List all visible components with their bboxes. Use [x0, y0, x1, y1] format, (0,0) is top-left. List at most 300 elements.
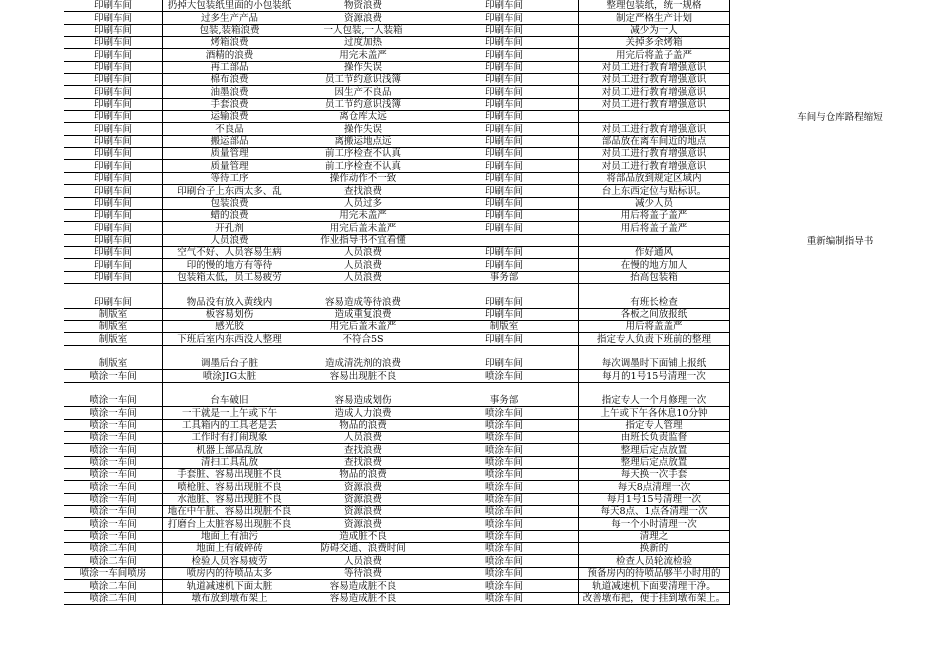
- department-cell[interactable]: 喷涂二车间: [64, 593, 162, 605]
- department-cell[interactable]: 印刷车间: [64, 160, 162, 172]
- responsible-cell[interactable]: 印刷车间: [430, 136, 578, 148]
- countermeasure-cell[interactable]: [578, 235, 730, 247]
- waste-type-cell[interactable]: 资源浪费: [296, 518, 430, 530]
- waste-type-cell[interactable]: 一人包装,一人装箱: [296, 25, 430, 37]
- department-cell[interactable]: 印刷车间: [64, 99, 162, 111]
- responsible-cell[interactable]: 印刷车间: [430, 210, 578, 222]
- remark-cell[interactable]: [730, 99, 950, 111]
- waste-type-cell[interactable]: 物资浪费: [296, 0, 430, 12]
- waste-type-cell[interactable]: 前工序检查不认真: [296, 148, 430, 160]
- responsible-cell[interactable]: 印刷车间: [430, 148, 578, 160]
- department-cell[interactable]: 印刷车间: [64, 185, 162, 197]
- department-cell[interactable]: 印刷车间: [64, 0, 162, 12]
- remark-cell[interactable]: [730, 432, 950, 444]
- department-cell[interactable]: 印刷车间: [64, 235, 162, 247]
- waste-type-cell[interactable]: 操作失误: [296, 62, 430, 74]
- problem-cell[interactable]: 酒精的浪费: [162, 49, 296, 61]
- problem-cell[interactable]: 机器上部品乱放: [162, 444, 296, 456]
- responsible-cell[interactable]: 印刷车间: [430, 284, 578, 309]
- countermeasure-cell[interactable]: 将部品放到规定区域内: [578, 173, 730, 185]
- problem-cell[interactable]: 包装浪费: [162, 198, 296, 210]
- responsible-cell[interactable]: 印刷车间: [430, 86, 578, 98]
- countermeasure-cell[interactable]: 对员工进行教育增强意识: [578, 160, 730, 172]
- remark-cell[interactable]: [730, 444, 950, 456]
- responsible-cell[interactable]: 印刷车间: [430, 74, 578, 86]
- department-cell[interactable]: 喷涂一车间: [64, 383, 162, 408]
- countermeasure-cell[interactable]: 对员工进行教育增强意识: [578, 74, 730, 86]
- remark-cell[interactable]: [730, 555, 950, 567]
- remark-cell[interactable]: [730, 284, 950, 309]
- countermeasure-cell[interactable]: 各板之间放报纸: [578, 309, 730, 321]
- problem-cell[interactable]: 感光胶: [162, 321, 296, 333]
- remark-cell[interactable]: [730, 481, 950, 493]
- countermeasure-cell[interactable]: 指定专人负责下班前的整理: [578, 333, 730, 345]
- problem-cell[interactable]: 手套脏、容易出现脏不良: [162, 469, 296, 481]
- department-cell[interactable]: 印刷车间: [64, 198, 162, 210]
- remark-cell[interactable]: [730, 457, 950, 469]
- responsible-cell[interactable]: 印刷车间: [430, 346, 578, 371]
- table-row: [0, 346, 950, 371]
- department-cell[interactable]: 喷涂一车间: [64, 407, 162, 419]
- responsible-cell[interactable]: 喷涂车间: [430, 506, 578, 518]
- table-row: [0, 222, 950, 234]
- department-cell[interactable]: 印刷车间: [64, 272, 162, 284]
- countermeasure-cell[interactable]: 改善墩布把，便于挂到墩布架上。: [578, 593, 730, 605]
- problem-cell[interactable]: 空气不好、人员容易生病: [162, 247, 296, 259]
- responsible-cell[interactable]: 印刷车间: [430, 222, 578, 234]
- countermeasure-cell[interactable]: 每月1号15号清理一次: [578, 494, 730, 506]
- countermeasure-cell[interactable]: [578, 111, 730, 123]
- countermeasure-cell[interactable]: 检查人员轮流检验: [578, 555, 730, 567]
- responsible-cell[interactable]: 喷涂车间: [430, 518, 578, 530]
- waste-type-cell[interactable]: 查找浪费: [296, 444, 430, 456]
- remark-cell[interactable]: [730, 518, 950, 530]
- responsible-cell[interactable]: 印刷车间: [430, 37, 578, 49]
- department-cell[interactable]: 喷涂二车间: [64, 555, 162, 567]
- problem-cell[interactable]: 不良品: [162, 123, 296, 135]
- countermeasure-cell[interactable]: 指定专人一个月修理一次: [578, 383, 730, 408]
- waste-type-cell[interactable]: 容易造成脏不良: [296, 593, 430, 605]
- responsible-cell[interactable]: 喷涂车间: [430, 469, 578, 481]
- waste-type-cell[interactable]: 容易出现脏不良: [296, 370, 430, 382]
- waste-type-cell[interactable]: 员工节约意识浅簿: [296, 74, 430, 86]
- waste-type-cell[interactable]: 资源浪费: [296, 12, 430, 24]
- countermeasure-cell[interactable]: 部品放在离车间近的地点: [578, 136, 730, 148]
- waste-type-cell[interactable]: 离仓库太远: [296, 111, 430, 123]
- countermeasure-cell[interactable]: 预备房内的待喷品够半小时用的: [578, 568, 730, 580]
- problem-cell[interactable]: 工具箱内的工具老是丢: [162, 420, 296, 432]
- department-cell[interactable]: 印刷车间: [64, 222, 162, 234]
- problem-cell[interactable]: 喷枪脏、容易出现脏不良: [162, 481, 296, 493]
- remark-cell[interactable]: [730, 272, 950, 284]
- problem-cell[interactable]: 油墨浪费: [162, 86, 296, 98]
- remark-cell[interactable]: [730, 346, 950, 371]
- remark-cell[interactable]: [730, 568, 950, 580]
- waste-type-cell[interactable]: 物品的浪费: [296, 469, 430, 481]
- remark-cell[interactable]: [730, 593, 950, 605]
- remark-cell[interactable]: [730, 469, 950, 481]
- department-cell[interactable]: 印刷车间: [64, 49, 162, 61]
- table-row: [0, 580, 950, 592]
- waste-type-cell[interactable]: 前工序检查不认真: [296, 160, 430, 172]
- countermeasure-cell[interactable]: 在慢的地方加人: [578, 259, 730, 271]
- countermeasure-cell[interactable]: 台上东西定位与贴标识。: [578, 185, 730, 197]
- problem-cell[interactable]: 蜡的浪费: [162, 210, 296, 222]
- responsible-cell[interactable]: 印刷车间: [430, 49, 578, 61]
- department-cell[interactable]: 喷涂一车间: [64, 457, 162, 469]
- responsible-cell[interactable]: 制版室: [430, 321, 578, 333]
- table-row: [0, 247, 950, 259]
- table-row: [0, 49, 950, 61]
- remark-cell[interactable]: [730, 198, 950, 210]
- waste-type-cell[interactable]: 容易造成脏不良: [296, 580, 430, 592]
- countermeasure-cell[interactable]: 制定严格生产计划: [578, 12, 730, 24]
- countermeasure-cell[interactable]: 抬高包装箱: [578, 272, 730, 284]
- problem-cell[interactable]: 喷房内的待喷品太多: [162, 568, 296, 580]
- waste-type-cell[interactable]: 造成人力浪费: [296, 407, 430, 419]
- remark-cell[interactable]: [730, 185, 950, 197]
- responsible-cell[interactable]: 印刷车间: [430, 259, 578, 271]
- responsible-cell[interactable]: 喷涂车间: [430, 481, 578, 493]
- responsible-cell[interactable]: 印刷车间: [430, 160, 578, 172]
- department-cell[interactable]: 印刷车间: [64, 284, 162, 309]
- countermeasure-cell[interactable]: 对员工进行教育增强意识: [578, 62, 730, 74]
- problem-cell[interactable]: 喷涂JIG太脏: [162, 370, 296, 382]
- problem-cell[interactable]: 过多生产产品: [162, 12, 296, 24]
- problem-cell[interactable]: 打磨台上太脏容易出现脏不良: [162, 518, 296, 530]
- problem-cell[interactable]: 质量管理: [162, 148, 296, 160]
- remark-cell[interactable]: [730, 12, 950, 24]
- table-row: [0, 407, 950, 419]
- responsible-cell[interactable]: 喷涂车间: [430, 593, 578, 605]
- table-row: [0, 160, 950, 172]
- waste-type-cell[interactable]: 资源浪费: [296, 494, 430, 506]
- waste-type-cell[interactable]: 造成清洗剂的浪费: [296, 346, 430, 371]
- department-cell[interactable]: 印刷车间: [64, 259, 162, 271]
- countermeasure-cell[interactable]: 对员工进行教育增强意识: [578, 99, 730, 111]
- remark-cell[interactable]: [730, 148, 950, 160]
- remark-cell[interactable]: [730, 333, 950, 345]
- responsible-cell[interactable]: 印刷车间: [430, 198, 578, 210]
- problem-cell[interactable]: 包装,装箱浪费: [162, 25, 296, 37]
- remark-cell[interactable]: [730, 222, 950, 234]
- waste-type-cell[interactable]: 人员浪费: [296, 272, 430, 284]
- problem-cell[interactable]: 质量管理: [162, 160, 296, 172]
- responsible-cell[interactable]: 喷涂车间: [430, 432, 578, 444]
- problem-cell[interactable]: 轨道减速机下面太脏: [162, 580, 296, 592]
- problem-cell[interactable]: 墩布放到墩布架上: [162, 593, 296, 605]
- remark-cell[interactable]: [730, 259, 950, 271]
- remark-cell[interactable]: [730, 247, 950, 259]
- remark-cell[interactable]: [730, 37, 950, 49]
- waste-type-cell[interactable]: 查找浪费: [296, 457, 430, 469]
- responsible-cell[interactable]: 印刷车间: [430, 333, 578, 345]
- problem-cell[interactable]: 地在中午脏、容易出现脏不良: [162, 506, 296, 518]
- department-cell[interactable]: 喷涂二车间: [64, 580, 162, 592]
- problem-cell[interactable]: 板容易划伤: [162, 309, 296, 321]
- waste-type-cell[interactable]: 不符合5S: [296, 333, 430, 345]
- table-row: [0, 12, 950, 24]
- countermeasure-cell[interactable]: 换新的: [578, 543, 730, 555]
- countermeasure-cell[interactable]: 每天换一次手套: [578, 469, 730, 481]
- waste-type-cell[interactable]: 用完后盖未盖严: [296, 321, 430, 333]
- responsible-cell[interactable]: [430, 235, 578, 247]
- problem-cell[interactable]: 一干就是一上午或下午: [162, 407, 296, 419]
- remark-cell[interactable]: 车间与仓库路程缩短: [797, 112, 883, 124]
- countermeasure-cell[interactable]: 减少人员: [578, 198, 730, 210]
- waste-type-cell[interactable]: 资源浪费: [296, 506, 430, 518]
- responsible-cell[interactable]: 喷涂车间: [430, 543, 578, 555]
- department-cell[interactable]: 制版室: [64, 309, 162, 321]
- department-cell[interactable]: 喷涂一车间: [64, 481, 162, 493]
- responsible-cell[interactable]: 喷涂车间: [430, 370, 578, 382]
- problem-cell[interactable]: 扔掉大包装纸里面的小包装纸: [162, 0, 296, 12]
- problem-cell[interactable]: 开孔剂: [162, 222, 296, 234]
- countermeasure-cell[interactable]: 每次调墨时下面铺上报纸: [578, 346, 730, 371]
- department-cell[interactable]: 印刷车间: [64, 247, 162, 259]
- countermeasure-cell[interactable]: 有班长检查: [578, 284, 730, 309]
- countermeasure-cell[interactable]: 对员工进行教育增强意识: [578, 148, 730, 160]
- department-cell[interactable]: 喷涂一车间: [64, 432, 162, 444]
- table-row: [0, 86, 950, 98]
- problem-cell[interactable]: 台车破旧: [162, 383, 296, 408]
- department-cell[interactable]: 印刷车间: [64, 148, 162, 160]
- table-row: [0, 259, 950, 271]
- countermeasure-cell[interactable]: 对员工进行教育增强意识: [578, 123, 730, 135]
- table-row: [0, 518, 950, 530]
- department-cell[interactable]: 制版室: [64, 333, 162, 345]
- department-cell[interactable]: 喷涂一车间: [64, 469, 162, 481]
- table-row: [0, 309, 950, 321]
- countermeasure-cell[interactable]: 每月的1号15号清理一次: [578, 370, 730, 382]
- waste-type-cell[interactable]: 离搬运地点远: [296, 136, 430, 148]
- department-cell[interactable]: 喷涂一车间: [64, 420, 162, 432]
- department-cell[interactable]: 喷涂一车间: [64, 370, 162, 382]
- department-cell[interactable]: 印刷车间: [64, 86, 162, 98]
- responsible-cell[interactable]: 事务部: [430, 383, 578, 408]
- department-cell[interactable]: 印刷车间: [64, 123, 162, 135]
- countermeasure-cell[interactable]: 整理后定点放置: [578, 444, 730, 456]
- waste-type-cell[interactable]: 因生产不良品: [296, 86, 430, 98]
- department-cell[interactable]: 印刷车间: [64, 25, 162, 37]
- problem-cell[interactable]: 地面上有破碎砖: [162, 543, 296, 555]
- remark-cell[interactable]: [730, 0, 950, 12]
- responsible-cell[interactable]: 喷涂车间: [430, 407, 578, 419]
- table-row: [0, 383, 950, 408]
- waste-type-cell[interactable]: 查找浪费: [296, 185, 430, 197]
- department-cell[interactable]: 印刷车间: [64, 37, 162, 49]
- remark-cell[interactable]: [730, 407, 950, 419]
- remark-cell[interactable]: [730, 370, 950, 382]
- problem-cell[interactable]: 水池脏、容易出现脏不良: [162, 494, 296, 506]
- remark-cell[interactable]: [730, 420, 950, 432]
- problem-cell[interactable]: 棉布浪费: [162, 74, 296, 86]
- remark-cell[interactable]: [730, 74, 950, 86]
- countermeasure-cell[interactable]: 每一个小时清理一次: [578, 518, 730, 530]
- remark-cell[interactable]: [730, 62, 950, 74]
- waste-type-cell[interactable]: 资源浪费: [296, 481, 430, 493]
- countermeasure-cell[interactable]: 作好通风: [578, 247, 730, 259]
- waste-type-cell[interactable]: 用完未盖严: [296, 49, 430, 61]
- department-cell[interactable]: 喷涂一车间喷房: [64, 568, 162, 580]
- waste-type-cell[interactable]: 造成重复浪费: [296, 309, 430, 321]
- remark-cell[interactable]: [730, 173, 950, 185]
- table-row: [0, 272, 950, 284]
- table-row: [0, 37, 950, 49]
- remark-cell[interactable]: [730, 383, 950, 408]
- table-row: [0, 457, 950, 469]
- countermeasure-cell[interactable]: 由班长负责监督: [578, 432, 730, 444]
- problem-cell[interactable]: 印的慢的地方有等待: [162, 259, 296, 271]
- countermeasure-cell[interactable]: 用后将盖盖严: [578, 321, 730, 333]
- remark-cell[interactable]: [730, 25, 950, 37]
- problem-cell[interactable]: 人员浪费: [162, 235, 296, 247]
- waste-type-cell[interactable]: 人员浪费: [296, 247, 430, 259]
- department-cell[interactable]: 制版室: [64, 321, 162, 333]
- waste-type-cell[interactable]: 物品的浪费: [296, 420, 430, 432]
- table-row: [0, 531, 950, 543]
- waste-type-cell[interactable]: 造成脏不良: [296, 531, 430, 543]
- responsible-cell[interactable]: 印刷车间: [430, 173, 578, 185]
- responsible-cell[interactable]: 印刷车间: [430, 99, 578, 111]
- waste-type-cell[interactable]: 员工节约意识浅簿: [296, 99, 430, 111]
- table-row: [0, 198, 950, 210]
- responsible-cell[interactable]: 喷涂车间: [430, 457, 578, 469]
- responsible-cell[interactable]: 印刷车间: [430, 185, 578, 197]
- remark-cell[interactable]: [730, 136, 950, 148]
- remark-cell[interactable]: [730, 531, 950, 543]
- responsible-cell[interactable]: 喷涂车间: [430, 531, 578, 543]
- countermeasure-cell[interactable]: 轨道减速机下面要清理干净。: [578, 580, 730, 592]
- responsible-cell[interactable]: 喷涂车间: [430, 555, 578, 567]
- responsible-cell[interactable]: 喷涂车间: [430, 494, 578, 506]
- countermeasure-cell[interactable]: 用完后将盖子盖严: [578, 49, 730, 61]
- remark-cell[interactable]: [730, 543, 950, 555]
- countermeasure-cell[interactable]: 清理之: [578, 531, 730, 543]
- remark-cell[interactable]: 重新编制指导书: [806, 235, 874, 247]
- waste-type-cell[interactable]: 容易造成等待浪费: [296, 284, 430, 309]
- department-cell[interactable]: 喷涂一车间: [64, 531, 162, 543]
- remark-cell[interactable]: [730, 86, 950, 98]
- waste-type-cell[interactable]: 防碍交通、浪费时间: [296, 543, 430, 555]
- department-cell[interactable]: 喷涂二车间: [64, 543, 162, 555]
- problem-cell[interactable]: 运输浪费: [162, 111, 296, 123]
- waste-type-cell[interactable]: 等待浪费: [296, 568, 430, 580]
- department-cell[interactable]: 印刷车间: [64, 111, 162, 123]
- responsible-cell[interactable]: 印刷车间: [430, 247, 578, 259]
- table-row: [0, 370, 950, 382]
- countermeasure-cell[interactable]: 减少为一人: [578, 25, 730, 37]
- problem-cell[interactable]: 等待工序: [162, 173, 296, 185]
- table-row: [0, 210, 950, 222]
- department-cell[interactable]: 喷涂一车间: [64, 506, 162, 518]
- responsible-cell[interactable]: 喷涂车间: [430, 568, 578, 580]
- waste-type-cell[interactable]: 用完未盖严: [296, 210, 430, 222]
- problem-cell[interactable]: 搬运部品: [162, 136, 296, 148]
- department-cell[interactable]: 喷涂一车间: [64, 494, 162, 506]
- department-cell[interactable]: 印刷车间: [64, 62, 162, 74]
- countermeasure-cell[interactable]: 整理包装纸，统一规格: [578, 0, 730, 12]
- waste-type-cell[interactable]: 容易造成划伤: [296, 383, 430, 408]
- responsible-cell[interactable]: 事务部: [430, 272, 578, 284]
- responsible-cell[interactable]: 印刷车间: [430, 123, 578, 135]
- problem-cell[interactable]: 再工部品: [162, 62, 296, 74]
- responsible-cell[interactable]: 喷涂车间: [430, 420, 578, 432]
- waste-type-cell[interactable]: 操作动作不一致: [296, 173, 430, 185]
- department-cell[interactable]: 印刷车间: [64, 136, 162, 148]
- problem-cell[interactable]: 检验人员容易疲劳: [162, 555, 296, 567]
- problem-cell[interactable]: 烤箱浪费: [162, 37, 296, 49]
- problem-cell[interactable]: 地面上有油污: [162, 531, 296, 543]
- department-cell[interactable]: 印刷车间: [64, 74, 162, 86]
- responsible-cell[interactable]: 印刷车间: [430, 25, 578, 37]
- countermeasure-cell[interactable]: 每天8点清理一次: [578, 481, 730, 493]
- responsible-cell[interactable]: 印刷车间: [430, 309, 578, 321]
- remark-cell[interactable]: [730, 321, 950, 333]
- department-cell[interactable]: 印刷车间: [64, 12, 162, 24]
- countermeasure-cell[interactable]: 上午或下午各休息10分钟: [578, 407, 730, 419]
- waste-type-cell[interactable]: 操作失误: [296, 123, 430, 135]
- remark-cell[interactable]: [730, 160, 950, 172]
- problem-cell[interactable]: 物品没有放入黄线内: [162, 284, 296, 309]
- problem-cell[interactable]: 调墨后台子脏: [162, 346, 296, 371]
- responsible-cell[interactable]: 喷涂车间: [430, 580, 578, 592]
- remark-cell[interactable]: [730, 210, 950, 222]
- waste-type-cell[interactable]: 人员过多: [296, 198, 430, 210]
- remark-cell[interactable]: [730, 309, 950, 321]
- responsible-cell[interactable]: 印刷车间: [430, 0, 578, 12]
- countermeasure-cell[interactable]: 关掉多余烤箱: [578, 37, 730, 49]
- problem-cell[interactable]: 印刷台子上东西太多、乱: [162, 185, 296, 197]
- table-row: [0, 148, 950, 160]
- department-cell[interactable]: 印刷车间: [64, 210, 162, 222]
- department-cell[interactable]: 喷涂一车间: [64, 444, 162, 456]
- waste-type-cell[interactable]: 人员浪费: [296, 432, 430, 444]
- remark-cell[interactable]: [730, 49, 950, 61]
- countermeasure-cell[interactable]: 对员工进行教育增强意识: [578, 86, 730, 98]
- remark-cell[interactable]: [730, 506, 950, 518]
- waste-type-cell[interactable]: 作业指导书不宜看懂: [296, 235, 430, 247]
- problem-cell[interactable]: 包装箱太低，员工易疲劳: [162, 272, 296, 284]
- remark-cell[interactable]: [730, 494, 950, 506]
- remark-cell[interactable]: [730, 580, 950, 592]
- responsible-cell[interactable]: 喷涂车间: [430, 444, 578, 456]
- waste-type-cell[interactable]: 人员浪费: [296, 555, 430, 567]
- countermeasure-cell[interactable]: 用后将盖子盖严: [578, 210, 730, 222]
- table-row: [0, 568, 950, 580]
- problem-cell[interactable]: 下班后室内东西没人整理: [162, 333, 296, 345]
- remark-cell[interactable]: [730, 123, 950, 135]
- table-row: [0, 333, 950, 345]
- table-row: [0, 0, 950, 12]
- problem-cell[interactable]: 工作时有打闹现象: [162, 432, 296, 444]
- waste-type-cell[interactable]: 用完后盖未盖严: [296, 222, 430, 234]
- waste-type-cell[interactable]: 过度加热: [296, 37, 430, 49]
- countermeasure-cell[interactable]: 指定专人管理: [578, 420, 730, 432]
- waste-type-cell[interactable]: 人员浪费: [296, 259, 430, 271]
- responsible-cell[interactable]: 印刷车间: [430, 12, 578, 24]
- countermeasure-cell[interactable]: 用后将盖子盖严: [578, 222, 730, 234]
- department-cell[interactable]: 印刷车间: [64, 173, 162, 185]
- department-cell[interactable]: 喷涂一车间: [64, 518, 162, 530]
- problem-cell[interactable]: 手套浪费: [162, 99, 296, 111]
- responsible-cell[interactable]: 印刷车间: [430, 62, 578, 74]
- department-cell[interactable]: 制版室: [64, 346, 162, 371]
- countermeasure-cell[interactable]: 每天8点、1点各清理一次: [578, 506, 730, 518]
- responsible-cell[interactable]: 印刷车间: [430, 111, 578, 123]
- problem-cell[interactable]: 清扫工具乱放: [162, 457, 296, 469]
- countermeasure-cell[interactable]: 整理后定点放置: [578, 457, 730, 469]
